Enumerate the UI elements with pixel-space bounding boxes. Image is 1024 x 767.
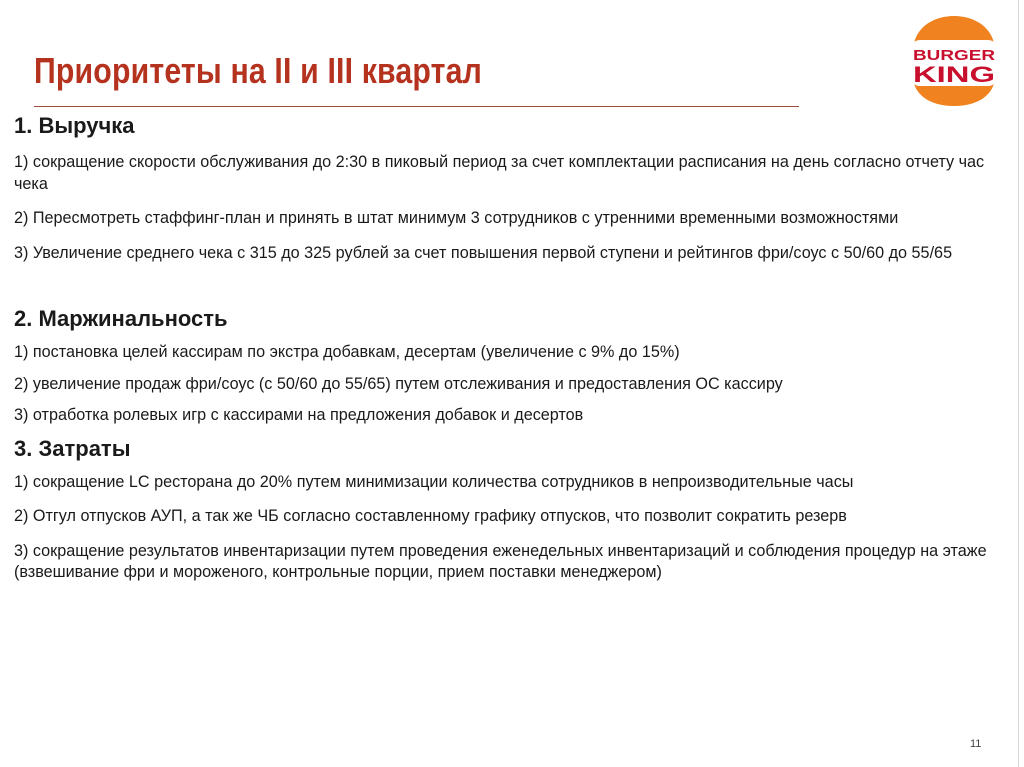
list-item: 1) сокращение LC ресторана до 20% путем минимизации количества сотрудников в непроизводительные часы [14, 472, 854, 491]
section-heading: 1. Выручка [14, 113, 135, 138]
list-item: 3) Увеличение среднего чека с 315 до 325 рублей за счет повышения первой ступени и рейтингов фри/соус с 50/60 до 55/65 [14, 243, 953, 262]
section-costs [14, 435, 1004, 584]
burger-king-logo [907, 14, 1001, 108]
list-item: 3) сокращение результатов инвентаризации путем проведения еженедельных инвентаризаций и соблюдения процедур на этаже (взвешивание фри и мороженого, контрольные порции, прием поставки менеджером) [14, 541, 987, 581]
logo-text-king: KING [913, 62, 995, 87]
list-item: 3) отработка ролевых игр с кассирами на предложения добавок и десертов [14, 406, 584, 424]
list-item: 2) Пересмотреть стаффинг-план и принять в штат минимум 3 сотрудников с утренними временными возможностями [14, 209, 899, 227]
slide-content [14, 112, 1004, 584]
section-heading: 2. Маржинальность [14, 306, 228, 331]
logo-text-burger: BURGER [913, 47, 996, 64]
list-item: 2) увеличение продаж фри/соус (с 50/60 до 55/65) путем отслеживания и предоставления ОС кассиру [14, 374, 783, 393]
list-item: 1) сокращение скорости обслуживания до 2:30 в пиковый период за счет комплектации расписания на день согласно отчету час чека [14, 153, 985, 193]
title-underline [34, 106, 799, 107]
list-item: 1) постановка целей кассирам по экстра добавкам, десертам (увеличение с 9% до 15%) [14, 343, 680, 361]
right-edge-line [1018, 0, 1019, 767]
list-item: 2) Отгул отпусков АУП, а так же ЧБ согласно составленному графику отпусков, что позволит сократить резерв [14, 507, 847, 525]
section-margin [14, 305, 1004, 427]
slide-title: Приоритеты на II и III квартал [34, 50, 482, 91]
burger-king-logo-icon [907, 14, 1001, 108]
page-number: 11 [970, 738, 982, 750]
section-heading: 3. Затраты [14, 435, 131, 461]
section-revenue [14, 112, 1004, 264]
